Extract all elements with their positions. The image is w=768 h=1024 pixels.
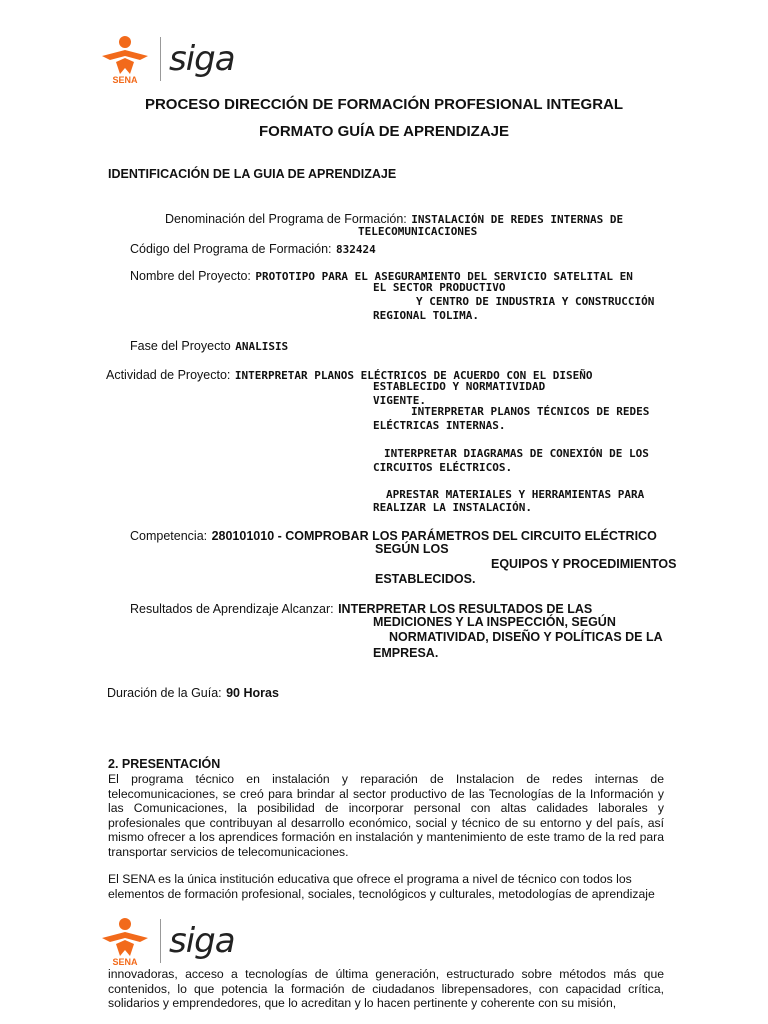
svg-text:SENA: SENA xyxy=(112,957,138,966)
actividad-value-7: CIRCUITOS ELÉCTRICOS. xyxy=(373,461,513,474)
programa-label: Denominación del Programa de Formación: xyxy=(165,212,407,226)
actividad-value-3: VIGENTE. xyxy=(373,394,426,407)
actividad-value-6: INTERPRETAR DIAGRAMAS DE CONEXIÓN DE LOS xyxy=(384,447,649,460)
actividad-value: INTERPRETAR PLANOS ELÉCTRICOS DE ACUERDO CON EL DISEÑO xyxy=(234,369,593,382)
programa-value: INSTALACIÓN DE REDES INTERNAS DE xyxy=(411,213,624,226)
codigo-row xyxy=(130,240,376,258)
proyecto-value-2: EL SECTOR PRODUCTIVO xyxy=(373,281,506,294)
duracion-value: 90 Horas xyxy=(226,686,279,700)
siga-logo-text: siga xyxy=(169,921,235,961)
svg-text:SENA: SENA xyxy=(112,75,138,84)
presentacion-heading: 2. PRESENTACIÓN xyxy=(108,757,221,771)
logo-header xyxy=(96,34,235,84)
actividad-value-8: APRESTAR MATERIALES Y HERRAMIENTAS PARA xyxy=(386,488,645,501)
presentacion-paragraph-3: innovadoras, acceso a tecnologías de última generación, estructurado sobre métodos más que contenidos, lo que potencia la formación de ciudadanos librepensadores, con capacidad crítica, solidarios y emprendedores, que lo acreditan y lo hacen pertinente y coherente con su misión, xyxy=(108,967,664,1011)
codigo-value: 832424 xyxy=(335,243,376,256)
resultados-value-3: NORMATIVIDAD, DISEÑO Y POLÍTICAS DE LA xyxy=(389,630,663,644)
identification-heading: IDENTIFICACIÓN DE LA GUIA DE APRENDIZAJE xyxy=(108,167,397,181)
actividad-value-2: ESTABLECIDO Y NORMATIVIDAD xyxy=(373,380,546,393)
actividad-value-9: REALIZAR LA INSTALACIÓN. xyxy=(373,501,532,514)
logo-divider xyxy=(160,919,161,963)
actividad-label: Actividad de Proyecto: xyxy=(106,368,231,382)
competencia-code: 280101010 xyxy=(211,529,275,543)
competencia-value-4: ESTABLECIDOS. xyxy=(375,572,476,586)
competencia-value: - COMPROBAR LOS PARÁMETROS DEL CIRCUITO ELÉCTRICO xyxy=(274,529,657,543)
proyecto-value-4: REGIONAL TOLIMA. xyxy=(373,309,479,322)
document-title-2: FORMATO GUÍA DE APRENDIZAJE xyxy=(258,123,509,140)
presentacion-paragraph-2: El SENA es la única institución educativa que ofrece el programa a nivel de técnico con todos los elementos de formación profesional, sociales, tecnológicos y culturales, metodologías de aprendizaje xyxy=(108,872,655,901)
resultados-label: Resultados de Aprendizaje Alcanzar: xyxy=(130,602,334,616)
logo-footer xyxy=(96,916,235,966)
competencia-value-2: SEGÚN LOS xyxy=(375,542,449,556)
fase-row xyxy=(130,337,288,355)
presentacion-paragraph-1: El programa técnico en instalación y reparación de Instalacion de redes internas de telecomunicaciones, se creó para brindar al sector productivo de las Tecnologías de la Información y las Comunicaciones, la posibilidad de incorporar personal con altas calidades laborales y profesionales que contribuyan al desarrollo económico, social y técnico de su entorno y del país, así mismo ofrecer a los aprendices formación en instalación y mantenimiento de este tramo de la red para transportar servicios de telecomunicaciones. xyxy=(108,772,664,859)
logo-divider xyxy=(160,37,161,81)
resultados-value-2: MEDICIONES Y LA INSPECCIÓN, SEGÚN xyxy=(373,615,616,629)
codigo-label: Código del Programa de Formación: xyxy=(130,242,332,256)
sena-logo-icon xyxy=(96,34,154,84)
sena-logo-icon xyxy=(96,916,154,966)
proyecto-label: Nombre del Proyecto: xyxy=(130,269,251,283)
fase-value: ANALISIS xyxy=(235,340,289,353)
actividad-value-5: ELÉCTRICAS INTERNAS. xyxy=(373,419,506,432)
programa-value-cont: TELECOMUNICACIONES xyxy=(358,225,478,238)
competencia-value-3: EQUIPOS Y PROCEDIMIENTOS xyxy=(491,557,677,571)
duracion-label: Duración de la Guía: xyxy=(107,686,222,700)
proyecto-value-3: Y CENTRO DE INDUSTRIA Y CONSTRUCCIÓN xyxy=(416,295,655,308)
resultados-value: INTERPRETAR LOS RESULTADOS DE LAS xyxy=(338,602,593,616)
document-title-1: PROCESO DIRECCIÓN DE FORMACIÓN PROFESIONAL INTEGRAL xyxy=(144,96,624,113)
siga-logo-text: siga xyxy=(169,39,235,79)
resultados-value-4: EMPRESA. xyxy=(373,646,439,660)
fase-label: Fase del Proyecto xyxy=(130,339,231,353)
actividad-value-4: INTERPRETAR PLANOS TÉCNICOS DE REDES xyxy=(411,405,650,418)
duracion-row xyxy=(107,684,279,702)
proyecto-value: PROTOTIPO PARA EL ASEGURAMIENTO DEL SERVICIO SATELITAL EN xyxy=(255,270,633,283)
competencia-label: Competencia: xyxy=(130,529,208,543)
